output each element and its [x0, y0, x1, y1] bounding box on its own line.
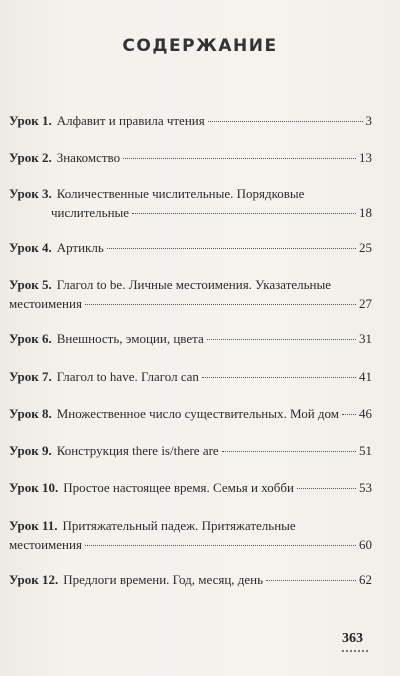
lesson-page: 41 — [359, 369, 372, 384]
toc-entry-lesson-2[interactable] — [9, 148, 372, 167]
lesson-page: 13 — [359, 150, 372, 165]
lesson-label: Урок 7. — [9, 369, 52, 384]
lesson-label: Урок 5. — [9, 277, 52, 292]
lesson-title: Предлоги времени. Год, месяц, день — [63, 572, 264, 587]
lesson-page: 51 — [359, 443, 372, 458]
lesson-page: 53 — [359, 480, 372, 495]
lesson-title: Глагол to have. Глагол can — [56, 369, 199, 384]
lesson-label: Урок 6. — [9, 331, 52, 346]
toc-entry-lesson-12[interactable] — [9, 570, 372, 589]
lesson-title: Знакомство — [56, 150, 121, 165]
toc-entry-lesson-5[interactable] — [9, 275, 372, 313]
lesson-title: Артикль — [56, 240, 104, 255]
leader-dots — [132, 213, 356, 214]
toc-entry-lesson-9[interactable] — [9, 441, 372, 460]
leader-dots — [85, 545, 356, 546]
page-number-decoration — [342, 650, 368, 652]
toc-entry-lesson-7[interactable] — [9, 367, 372, 386]
leader-dots — [208, 121, 363, 122]
toc-entry-lesson-3[interactable] — [9, 184, 372, 222]
lesson-label: Урок 8. — [9, 406, 52, 421]
lesson-title: Конструкция there is/there are — [56, 443, 219, 458]
lesson-label: Урок 2. — [9, 150, 52, 165]
lesson-label: Урок 1. — [9, 113, 52, 128]
toc-entry-lesson-1[interactable] — [9, 111, 372, 130]
lesson-page: 18 — [359, 205, 372, 220]
lesson-page: 60 — [359, 537, 372, 552]
lesson-title: Множественное число существительных. Мой дом — [56, 406, 340, 421]
lesson-page: 3 — [365, 113, 372, 128]
leader-dots — [107, 248, 356, 249]
lesson-page: 31 — [359, 331, 372, 346]
contents-title: СОДЕРЖАНИЕ — [122, 36, 278, 56]
lesson-page: 25 — [359, 240, 372, 255]
lesson-title: Глагол to be. Личные местоимения. Указательные — [56, 277, 332, 292]
lesson-label: Урок 3. — [9, 186, 52, 201]
leader-dots — [222, 451, 356, 452]
toc-entry-lesson-4[interactable] — [9, 238, 372, 257]
lesson-page: 62 — [359, 572, 372, 587]
lesson-title: Притяжательный падеж. Притяжательные — [62, 518, 296, 533]
toc-entry-lesson-8[interactable] — [9, 404, 372, 423]
lesson-title: Простое настоящее время. Семья и хобби — [63, 480, 294, 495]
lesson-title-cont: числительные — [51, 205, 130, 220]
leader-dots — [297, 488, 356, 489]
leader-dots — [85, 304, 356, 305]
leader-dots — [207, 339, 356, 340]
lesson-title: Внешность, эмоции, цвета — [56, 331, 204, 346]
toc-entry-lesson-6[interactable] — [9, 329, 372, 348]
lesson-label: Урок 9. — [9, 443, 52, 458]
leader-dots — [266, 580, 356, 581]
lesson-title: Алфавит и правила чтения — [56, 113, 205, 128]
leader-dots — [342, 414, 356, 415]
toc-entry-lesson-10[interactable] — [9, 478, 372, 497]
leader-dots — [123, 158, 356, 159]
page-number: 363 — [342, 631, 363, 646]
toc-entry-lesson-11[interactable] — [9, 516, 372, 554]
lesson-label: Урок 12. — [9, 572, 59, 587]
lesson-label: Урок 11. — [9, 518, 58, 533]
lesson-label: Урок 4. — [9, 240, 52, 255]
lesson-label: Урок 10. — [9, 480, 59, 495]
lesson-title: Количественные числительные. Порядковые — [56, 186, 305, 201]
leader-dots — [202, 377, 356, 378]
lesson-page: 46 — [359, 406, 372, 421]
lesson-title-cont: местоимения — [9, 296, 82, 311]
lesson-page: 27 — [359, 296, 372, 311]
lesson-title-cont: местоимения — [9, 537, 82, 552]
